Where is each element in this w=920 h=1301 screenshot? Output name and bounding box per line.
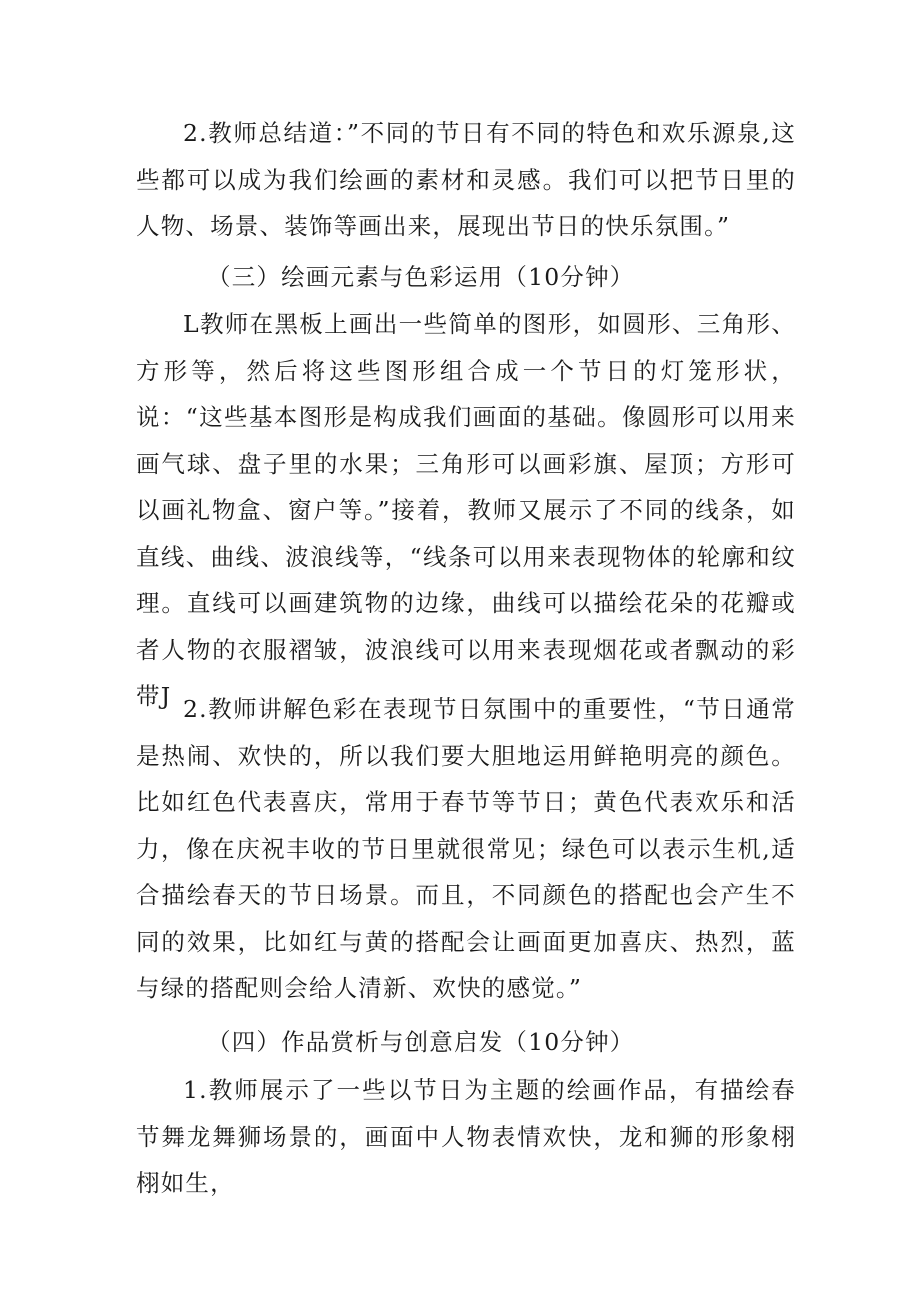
section-heading-artwork-appreciation: （四）作品赏析与创意启发（10分钟） xyxy=(207,1028,635,1056)
paragraph-artwork-showcase: 1.教师展示了一些以节日为主题的绘画作品，有描绘春节舞龙舞狮场景的，画面中人物表情欢快，龙和狮的形象栩栩如生， xyxy=(136,1076,796,1197)
section-heading-drawing-elements: （三）绘画元素与色彩运用（10分钟） xyxy=(207,263,635,291)
paragraph-color-usage: 2.教师讲解色彩在表现节日氛围中的重要性，“节日通常是热闹、欢快的，所以我们要大胆地运用鲜艳明亮的颜色。比如红色代表喜庆，常用于春节等节日；黄色代表欢乐和活力，像在庆祝丰收的节日里就很常见；绿色可以表示生机,适合描绘春天的节日场景。而且，不同颜色的搭配也会产生不同的效果，比如红与黄的搭配会让画面更加喜庆、热烈，蓝与绿的搭配则会给人清新、欢快的感觉。” xyxy=(136,695,796,1002)
paragraph-basic-shapes-and-lines: L教师在黑板上画出一些简单的图形，如圆形、三角形、方形等，然后将这些图形组合成一个节日的灯笼形状，说：“这些基本图形是构成我们画面的基础。像圆形可以用来画气球、盘子里的水果；三角形可以画彩旗、屋顶；方形可以画礼物盒、窗户等。”接着，教师又展示了不同的线条，如直线、曲线、波浪线等，“线条可以用来表现物体的轮廓和纹理。直线可以画建筑物的边缘，曲线可以描绘花朵的花瓣或者人物的衣服褶皱，波浪线可以用来表现烟花或者飘动的彩带J xyxy=(136,310,796,710)
paragraph-teacher-summary: 2.教师总结道：”不同的节日有不同的特色和欢乐源泉,这些都可以成为我们绘画的素材和灵感。我们可以把节日里的人物、场景、装饰等画出来，展现出节日的快乐氛围。” xyxy=(136,119,796,240)
